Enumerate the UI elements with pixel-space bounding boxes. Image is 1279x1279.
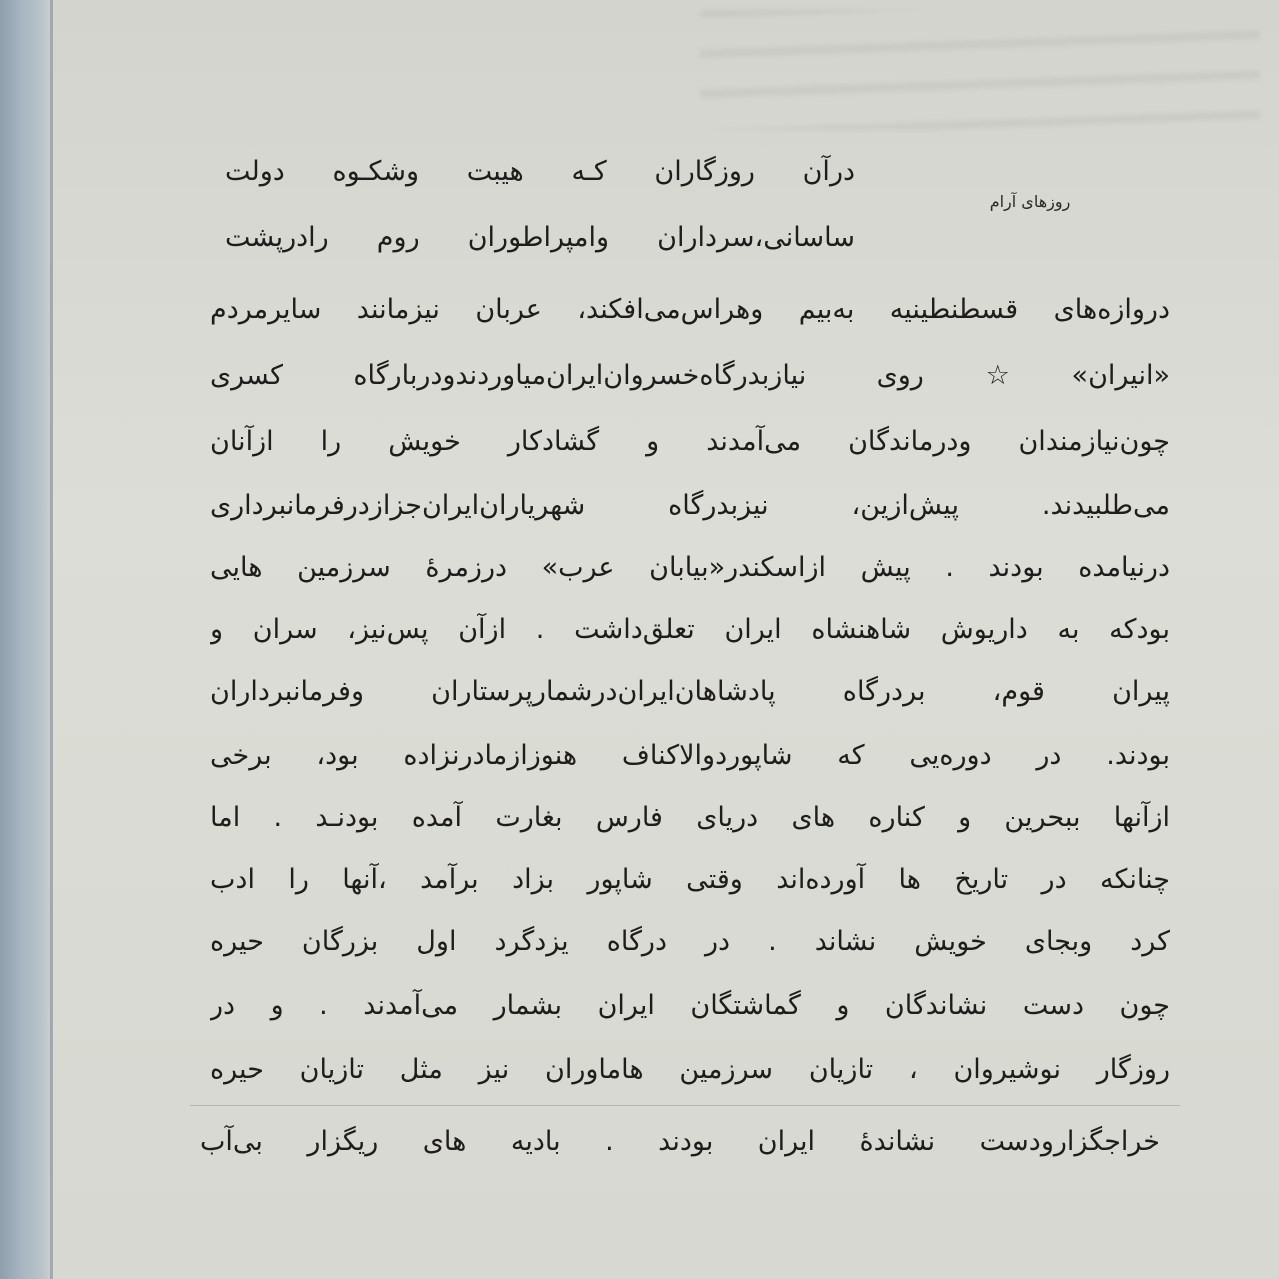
text-line: «انیران»☆روی نیازبدرگاه‌خسروان‌ایران‌میاوردندودربارگاه کسری — [210, 360, 1170, 391]
text-line: چون دست نشاندگان و گماشتگان ایران بشمار می‌آمدند . و در — [210, 990, 1170, 1021]
text-line: بودکه به داریوش شاهنشاه ایران تعلق‌داشت . ازآن پس‌نیز، سران و — [210, 614, 1170, 645]
text-line: درنیامده بودند . پیش ازاسکندر«بیابان عرب» درزمرهٔ سرزمین هایی — [210, 552, 1170, 583]
page-edge-line — [50, 0, 53, 1279]
text-line: ازآنها ببحرین و کناره های دریای فارس بغارت آمده بودنـد . اما — [210, 802, 1170, 833]
text-line: دروازه‌های قسطنطینیه به‌بیم وهراس‌می‌افکند، عربان نیزمانند سایرمردم — [210, 294, 1170, 325]
text-line: کرد وبجای خویش نشاند . در درگاه یزدگرد اول بزرگان حیره — [210, 926, 1170, 957]
running-head: روزهای آرام — [989, 192, 1071, 211]
show-through-text-shadow — [700, 10, 1260, 130]
text-line: درآن روزگاران کـه هیبت وشکـوه دولت — [225, 156, 855, 187]
text-line: می‌طلبیدند. پیش‌ازین، نیزبدرگاه شهریاران‌ایران‌جزازدرفرمانبرداری — [210, 490, 1170, 521]
text-line: چون‌نیازمندان ودرماندگان می‌آمدند و گشادکار خویش را ازآنان — [210, 426, 1170, 457]
book-spine-edge — [0, 0, 52, 1279]
text-line: پیران قوم، بردرگاه پادشاهان‌ایران‌درشمارپرستاران وفرمانبرداران — [210, 676, 1170, 707]
text-line: چنانکه در تاریخ ها آورده‌اند وقتی شاپور بزاد برآمد ،آنها را ادب — [210, 864, 1170, 895]
faint-rule — [190, 1105, 1180, 1106]
text-line: روزگار نوشیروان ، تازیان سرزمین هاماوران نیز مثل تازیان حیره — [210, 1054, 1170, 1085]
text-line: خراجگزارودست نشاندهٔ ایران بودند . بادیه های ریگزار بی‌آب — [200, 1126, 1160, 1157]
text-line: ساسانی،سرداران وامپراطوران روم رادرپشت — [225, 222, 855, 253]
text-line: بودند. در دوره‌یی که شاپوردوالاکناف هنوزازمادرنزاده بود، برخی — [210, 740, 1170, 771]
